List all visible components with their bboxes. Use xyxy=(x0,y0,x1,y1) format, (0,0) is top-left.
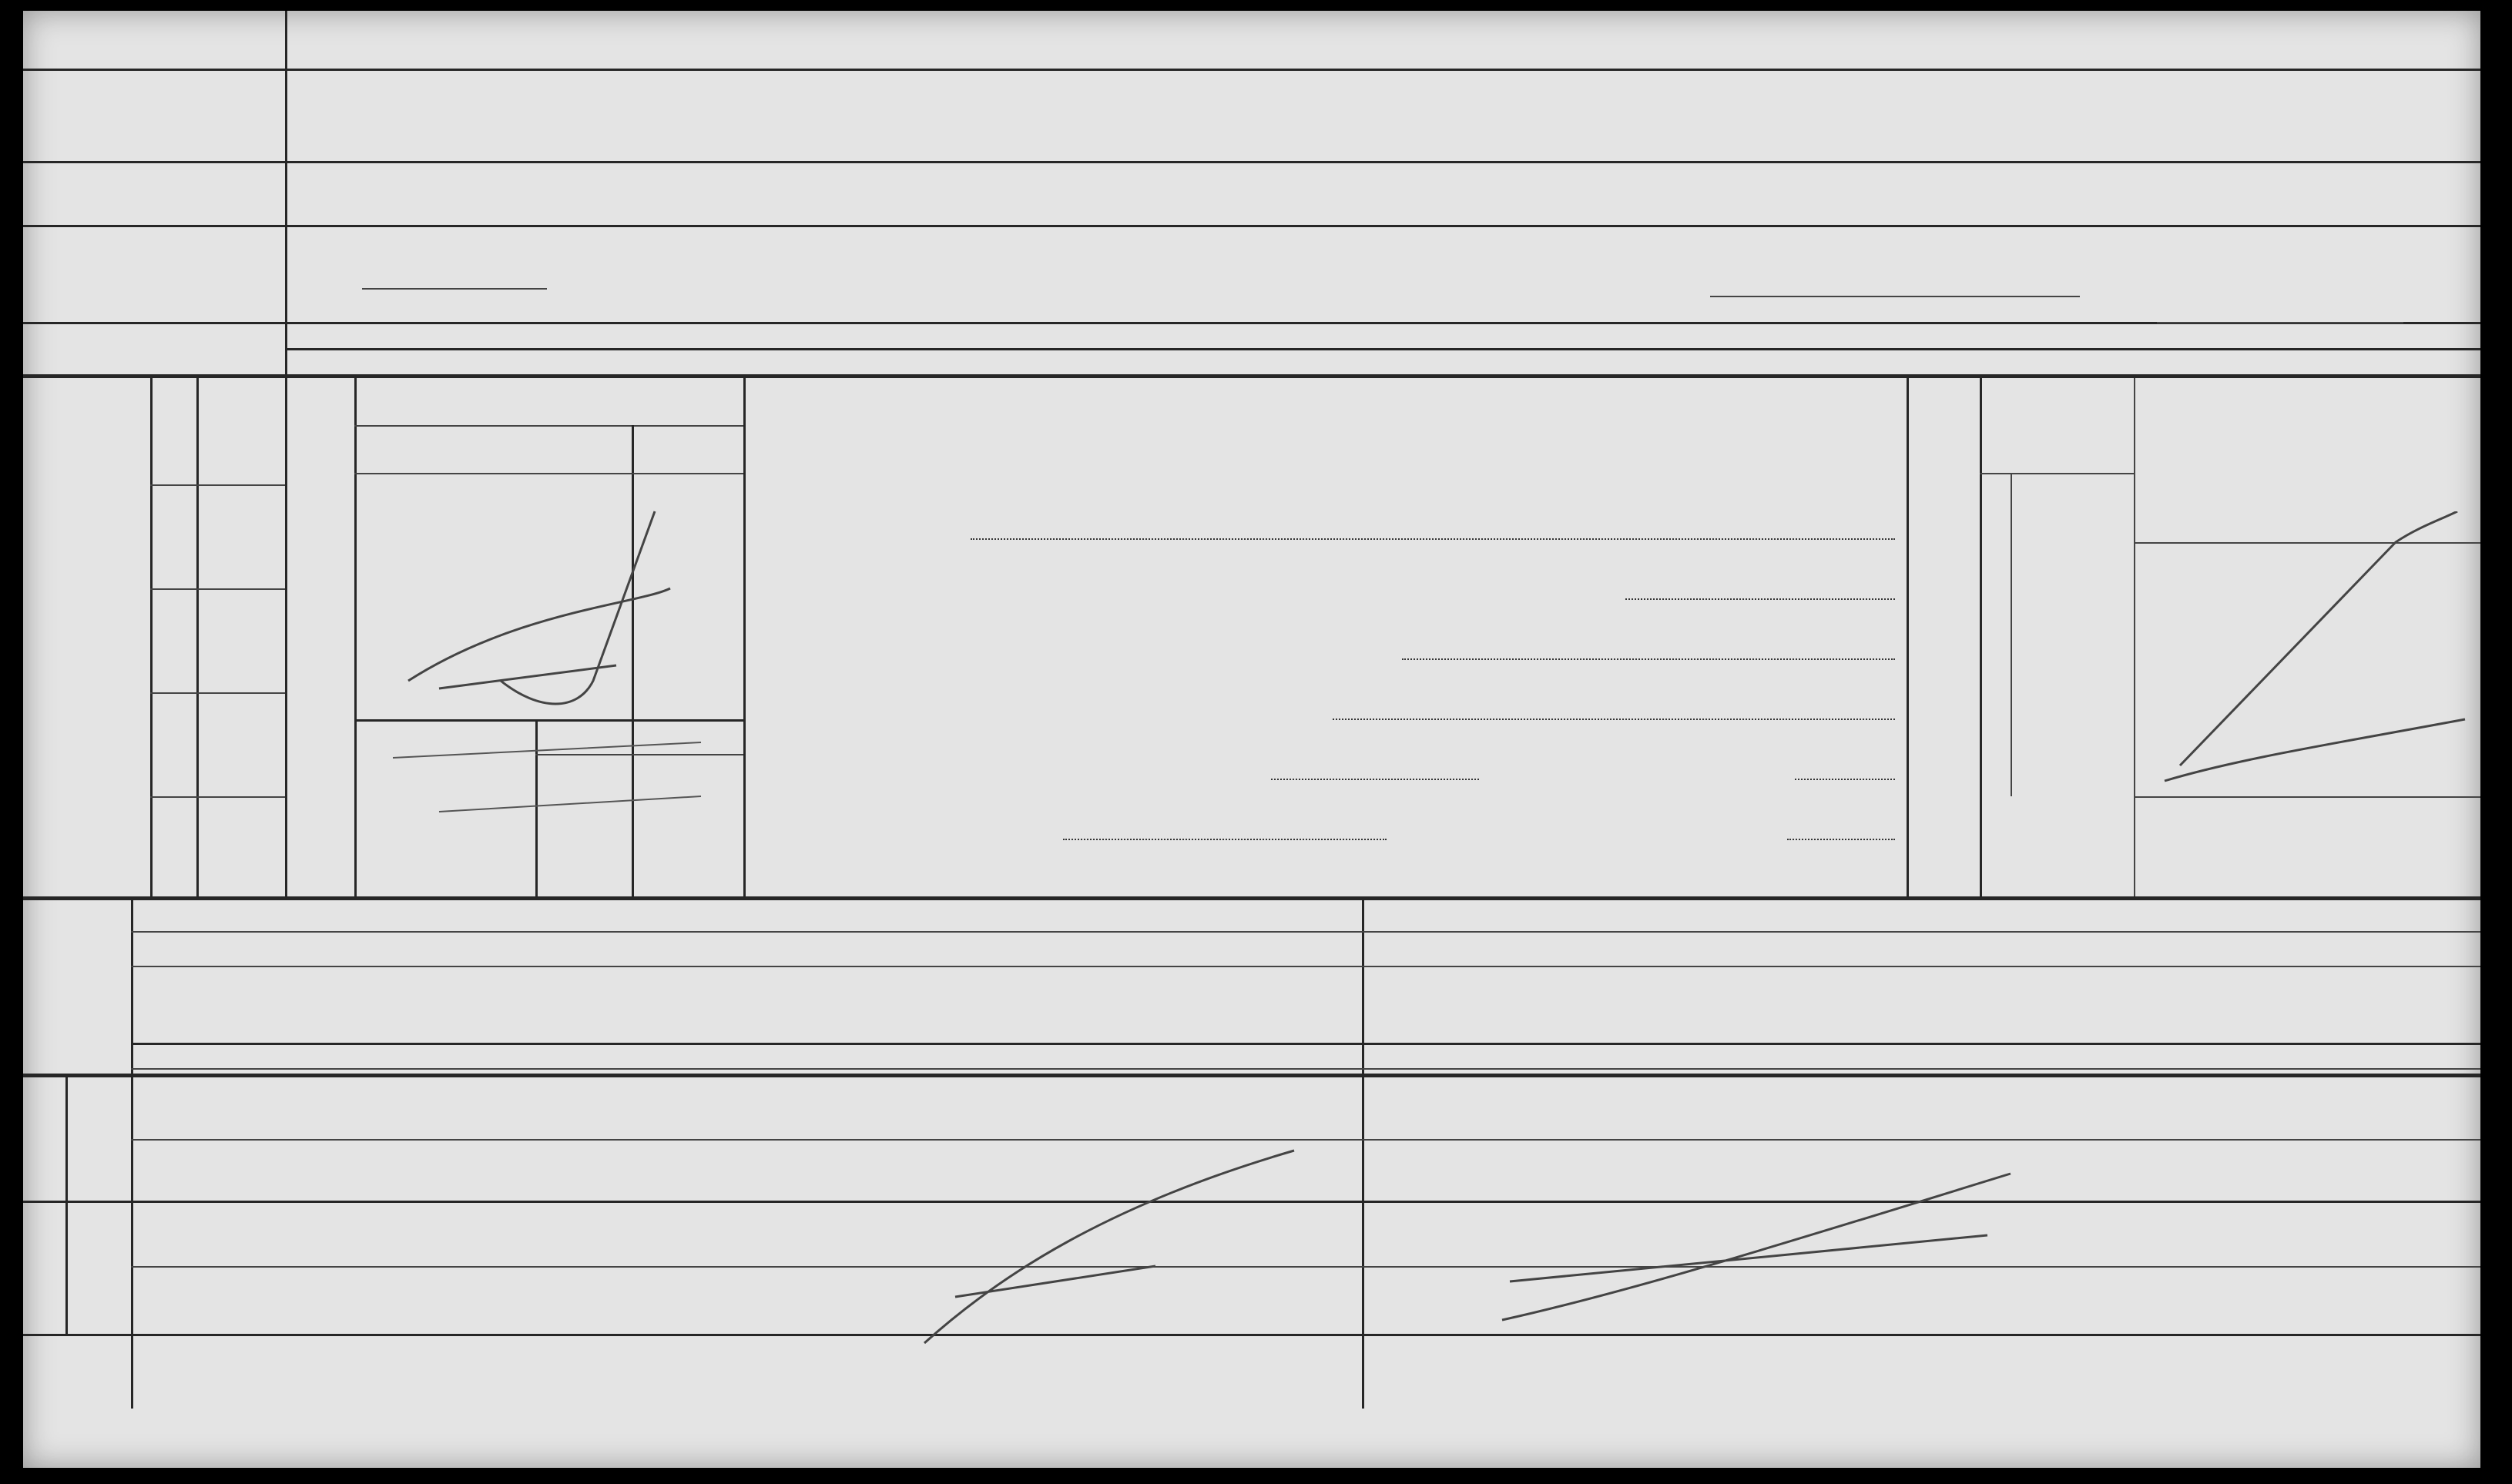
rule xyxy=(1710,296,2080,297)
rule xyxy=(743,378,746,896)
rule xyxy=(1362,900,1364,1409)
population-caption xyxy=(1910,388,1976,889)
rule xyxy=(23,322,2480,324)
rule xyxy=(362,288,547,290)
rule xyxy=(1980,473,2134,474)
answer-line xyxy=(1795,779,1895,780)
rule xyxy=(131,1043,2480,1045)
rule xyxy=(150,692,285,694)
rule xyxy=(150,588,285,590)
rule xyxy=(65,1077,68,1334)
rule xyxy=(2134,378,2135,896)
rule xyxy=(2157,322,2403,323)
rule xyxy=(150,484,285,486)
answer-line xyxy=(1333,719,1895,720)
row-nadel xyxy=(69,1081,127,1197)
pop-men xyxy=(1981,681,2009,789)
rule xyxy=(2134,796,2480,798)
rule xyxy=(285,378,287,896)
hired-caption xyxy=(289,388,350,889)
arenda-strike-mark xyxy=(909,1143,1310,1358)
population-strike-mark xyxy=(2149,511,2473,789)
rule xyxy=(23,161,2480,163)
rule xyxy=(1907,378,1909,896)
answer-line xyxy=(1625,598,1895,600)
rule xyxy=(131,931,2480,933)
answer-line xyxy=(1787,839,1895,840)
rule xyxy=(150,796,285,798)
rule xyxy=(196,378,199,896)
rule xyxy=(23,374,2480,378)
row-non-nadel xyxy=(69,1206,127,1329)
rule xyxy=(354,473,743,474)
pop-women xyxy=(1981,550,2009,665)
rule xyxy=(150,378,153,896)
answer-line xyxy=(1271,779,1479,780)
rule xyxy=(131,1139,2480,1141)
rule xyxy=(285,11,287,378)
sdacha-strike-mark xyxy=(1487,1166,2026,1335)
rule xyxy=(2011,473,2012,796)
rule xyxy=(354,378,357,896)
trade-strike-mark xyxy=(362,481,732,866)
rule xyxy=(23,225,2480,227)
rule xyxy=(131,900,133,1409)
rule xyxy=(354,425,743,427)
rule xyxy=(23,896,2480,900)
rule xyxy=(131,966,2480,967)
answer-line xyxy=(1402,658,1895,660)
rule xyxy=(23,69,2480,71)
rule xyxy=(131,1068,2480,1070)
answer-line xyxy=(1063,839,1387,840)
rule xyxy=(23,1074,2480,1077)
rule xyxy=(285,348,2480,350)
answer-line xyxy=(971,538,1895,540)
census-card xyxy=(23,11,2480,1468)
